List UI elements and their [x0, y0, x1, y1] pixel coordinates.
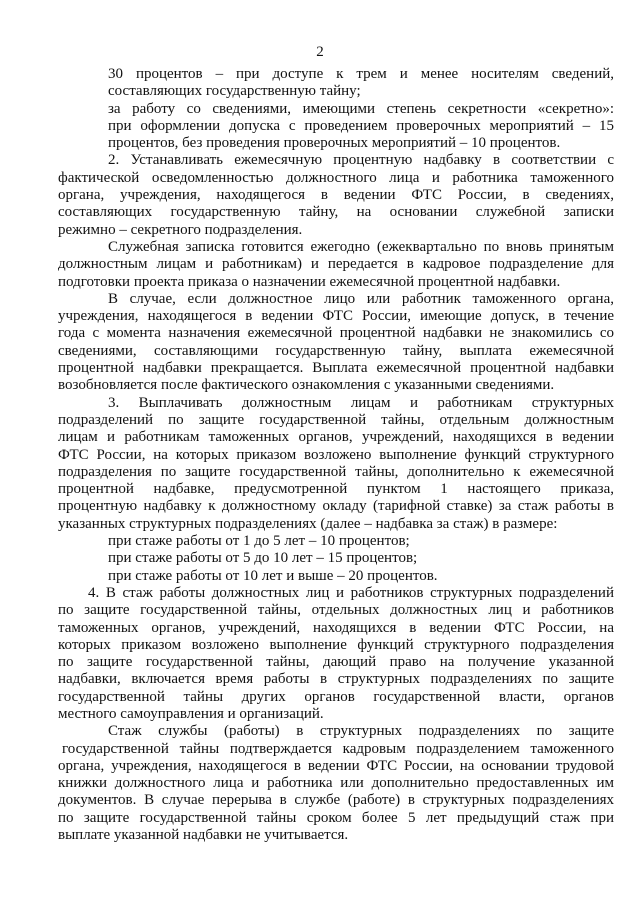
- text-line: 2. Устанавливать ежемесячную процентную надбавку в соответствии с: [108, 152, 614, 169]
- text-line: документов. В случае перерыва в службе (работе) в структурных подразделениях: [58, 792, 614, 809]
- document-body: [58, 66, 614, 844]
- text-line: В случае, если должностное лицо или работник таможенного органа,: [108, 290, 614, 307]
- text-line: Служебная записка готовится ежегодно (ежеквартально по вновь принятым: [108, 238, 614, 255]
- text-line: надбавки, включается время работы в структурных подразделениях по защите: [58, 671, 614, 688]
- text-line: органа, учреждения, находящегося в ведении ФТС России, на основании трудовой: [58, 757, 614, 774]
- text-line: процентной надбавке, предусмотренной пунктом 1 настоящего приказа,: [58, 481, 614, 498]
- text-line: 3. Выплачивать должностным лицам и работникам структурных: [108, 394, 614, 411]
- text-line: процентной надбавки прекращается. Выплата ежемесячной процентной надбавки: [58, 360, 614, 377]
- text-line: подразделения по защите государственной тайны, дополнительно к ежемесячной: [58, 463, 614, 480]
- text-line: подготовки проекта приказа о назначении ежемесячной процентной надбавки.: [58, 273, 561, 290]
- text-line: при стаже работы от 10 лет и выше – 20 процентов.: [108, 567, 438, 584]
- text-line: при стаже работы от 5 до 10 лет – 15 процентов;: [108, 550, 418, 567]
- text-line: процентов, без проведения проверочных мероприятий – 10 процентов.: [108, 135, 561, 152]
- text-line: года с момента назначения ежемесячной процентной надбавки не знакомились со: [58, 325, 614, 342]
- text-line: процентную надбавку к должностному окладу (тарифной ставке) за стаж работы в: [58, 498, 614, 515]
- text-line: государственной тайны подтверждается кадровым подразделением таможенного: [62, 740, 614, 757]
- text-line: по защите государственной тайны, отдельных должностных лиц и работников: [58, 602, 614, 619]
- text-line: государственной тайны других органов государственной власти, органов: [58, 688, 614, 705]
- text-line: Стаж службы (работы) в структурных подразделениях по защите: [108, 723, 614, 740]
- text-line: учреждения, находящегося в ведении ФТС России, имеющие допуск, в течение: [58, 308, 614, 325]
- text-line: по защите государственной тайны, дающий право на получение указанной: [58, 654, 614, 671]
- text-line: при оформлении допуска с проведением проверочных мероприятий – 15: [108, 117, 614, 134]
- text-line: должностным лицам и работникам) и передается в кадровое подразделение для: [58, 256, 614, 273]
- text-line: фактической осведомленностью должностного лица и работника таможенного: [58, 169, 614, 186]
- text-line: таможенных органов, учреждений, находящихся в ведении ФТС России, на: [58, 619, 614, 636]
- text-line: 4. В стаж работы должностных лиц и работников структурных подразделений: [88, 584, 614, 601]
- text-line: по защите государственной тайны сроком более 5 лет предыдущий стаж при: [58, 809, 614, 826]
- text-line: органа, учреждения, находящегося в ведении ФТС России, в сведениях,: [58, 187, 614, 204]
- text-line: лицам и работникам таможенных органов, учреждений, находящихся в ведении: [58, 429, 614, 446]
- text-line: сведениями, составляющими государственную тайну, выплата ежемесячной: [58, 342, 614, 359]
- text-line: возобновляется после фактического ознакомления с указанными сведениями.: [58, 377, 555, 394]
- text-line: составляющих государственную тайну, на основании служебной записки: [58, 204, 614, 221]
- text-line: ФТС России, на которых приказом возложено выполнение функций структурного: [58, 446, 614, 463]
- text-line: составляющих государственную тайну;: [108, 83, 361, 100]
- text-line: местного самоуправления и организаций.: [58, 705, 324, 722]
- text-line: режимно – секретного подразделения.: [58, 221, 303, 238]
- text-line: которых приказом возложено выполнение функций структурного подразделения: [58, 636, 614, 653]
- text-line: указанных структурных подразделениях (далее – надбавка за стаж) в размере:: [58, 515, 558, 532]
- text-line: подразделений по защите государственной тайны, отдельным должностным: [58, 411, 614, 428]
- text-line: 30 процентов – при доступе к трем и менее носителям сведений,: [108, 66, 614, 82]
- text-line: за работу со сведениями, имеющими степень секретности «секретно»:: [108, 100, 614, 117]
- page-number: 2: [316, 44, 324, 60]
- text-line: выплате указанной надбавки не учитывается.: [58, 827, 349, 844]
- text-line: при стаже работы от 1 до 5 лет – 10 процентов;: [108, 533, 410, 550]
- text-line: книжки должностного лица и работника или дополнительно предоставленных им: [58, 775, 614, 792]
